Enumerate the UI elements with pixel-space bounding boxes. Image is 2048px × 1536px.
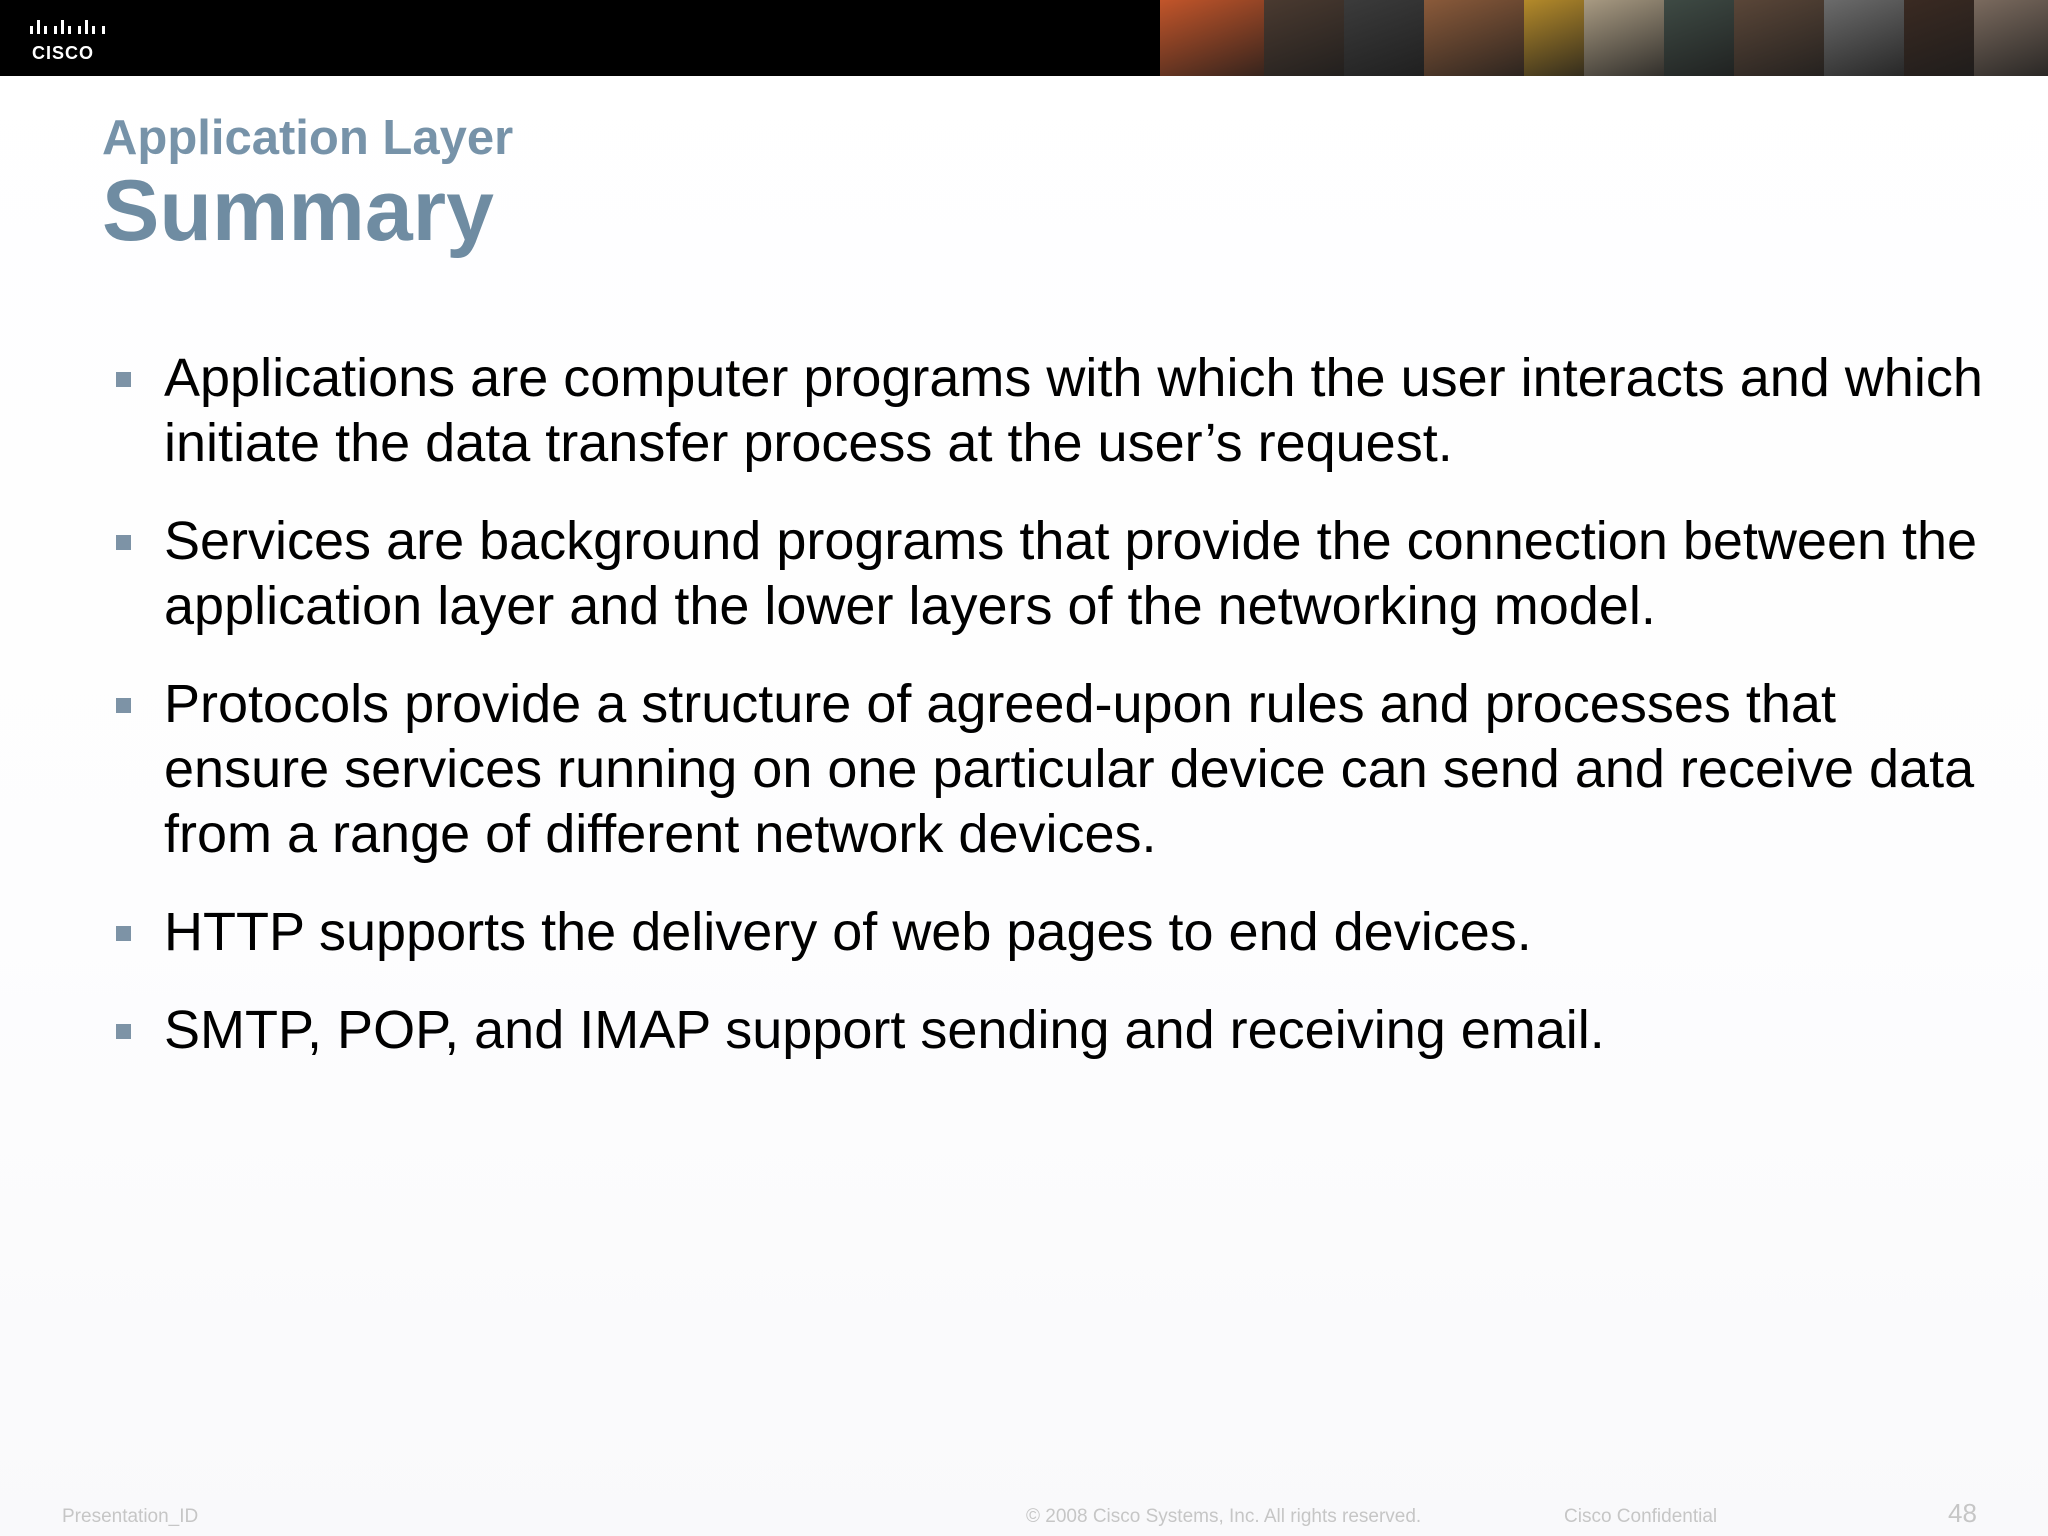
bullet-text: Protocols provide a structure of agreed-upon rules and processes that ensure services running on one particular device can send and receive data from a range of different network devices. [164,674,1975,864]
square-bullet-icon [116,926,131,941]
slide-section-title: Application Layer [102,111,514,165]
woman-portrait-photo [1264,0,1344,76]
cisco-wordmark: CISCO [32,43,95,63]
cisco-bridge-icon [28,14,118,40]
header-bar [0,0,2048,76]
page-number: 48 [1948,1498,1977,1528]
slide-title: Summary [102,163,494,259]
gray-texture-photo [1824,0,1904,76]
woman-headscarf-photo [1584,0,1664,76]
bullet-text: HTTP supports the delivery of web pages to end devices. [164,902,1532,962]
bullet-item [110,900,1990,965]
young-woman-photo [1734,0,1824,76]
bullet-text: SMTP, POP, and IMAP support sending and receiving email. [164,1000,1605,1060]
square-bullet-icon [116,1024,131,1039]
footer-copyright: © 2008 Cisco Systems, Inc. All rights reserved. [1026,1506,1422,1527]
bullet-item [110,672,1990,867]
footer-presentation-id: Presentation_ID [62,1506,199,1527]
square-bullet-icon [116,535,131,550]
orange-pattern-photo [1160,0,1264,76]
bullet-text: Applications are computer programs with which the user interacts and which initiate the data transfer process at the user’s request. [164,348,1983,473]
bullet-text: Services are background programs that provide the connection between the application layer and the lower layers of the networking model. [164,511,1978,636]
smiling-man-2-photo [1904,0,1974,76]
smiling-man-photo [1424,0,1524,76]
yellow-abstract-photo [1524,0,1584,76]
bullet-item [110,509,1990,639]
bullet-item [110,998,1990,1063]
bullet-list [110,346,1990,1096]
bullet-item [110,346,1990,476]
man-with-cap-photo [1974,0,2048,76]
square-bullet-icon [116,698,131,713]
square-bullet-icon [116,372,131,387]
header-photo-strip [1160,0,2048,76]
footer-confidential: Cisco Confidential [1564,1506,1718,1527]
man-in-suit-photo [1344,0,1424,76]
cisco-logo [28,14,128,64]
chalkboard-photo [1664,0,1734,76]
